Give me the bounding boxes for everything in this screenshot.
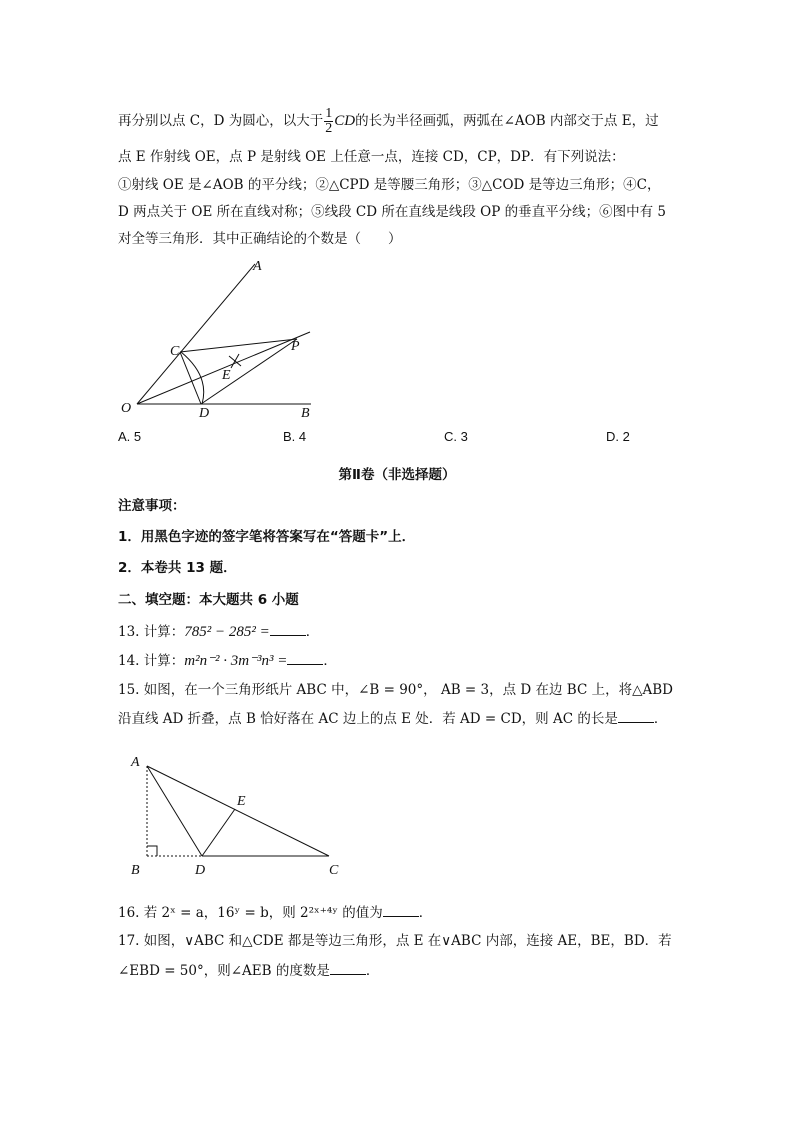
q17-line2: [118, 960, 379, 981]
q12-line5: 对全等三角形．其中正确结论的个数是（ ）: [118, 231, 402, 247]
ray-oa: [137, 264, 255, 404]
label-d: D: [199, 406, 210, 421]
question-14: [118, 650, 337, 671]
q13-expression: 785² − 285² =: [184, 624, 270, 640]
part2-heading: 二、填空题：本大题共 6 小题: [118, 592, 299, 608]
q17-answer-blank[interactable]: [330, 960, 366, 975]
q15-answer-blank[interactable]: [618, 708, 654, 723]
label-a: A: [131, 755, 140, 770]
label-p: P: [291, 339, 300, 354]
segment-cd: CD: [334, 113, 356, 129]
fraction-half: $\frac{1}{2}$: [325, 106, 333, 136]
segment-cp: [180, 339, 297, 352]
q17-period: ．: [365, 963, 380, 979]
label-o: O: [121, 401, 132, 416]
q12-line1-post: 的长为半径画弧，两弧在∠AOB 内部交于点 E，过: [355, 113, 659, 129]
q15-line2-text: 沿直线 AD 折叠，点 B 恰好落在 AC 边上的点 E 处．若 AD = CD，则 AC 的长是: [118, 711, 618, 727]
q14-label: 14. 计算：: [118, 653, 185, 669]
label-c: C: [329, 863, 339, 878]
label-e: E: [237, 794, 246, 809]
label-b: B: [131, 863, 140, 878]
segment-de: [202, 809, 235, 856]
q14-period: ．: [323, 653, 337, 669]
question-13: [118, 621, 319, 642]
notice-heading: 注意事项：: [118, 498, 186, 514]
right-angle-mark: [147, 846, 157, 856]
q15-line2: [118, 708, 667, 729]
q12-line4: D 两点关于 OE 所在直线对称；⑤线段 CD 所在直线是线段 OP 的垂直平分线；⑥图中有 5: [118, 204, 666, 220]
q12-angle-bisector-figure: [115, 258, 325, 423]
label-c: C: [170, 344, 180, 359]
q12-line3: ①射线 OE 是∠AOB 的平分线；②△CPD 是等腰三角形；③△COD 是等边三角形；④C，: [118, 177, 661, 193]
q14-answer-blank[interactable]: [287, 650, 323, 665]
q13-answer-blank[interactable]: [270, 621, 306, 636]
q15-fold-triangle-figure: [125, 752, 355, 880]
option-d[interactable]: D. 2: [606, 429, 630, 444]
q12-line1: [118, 107, 659, 136]
label-d: D: [195, 863, 206, 878]
option-b[interactable]: B. 4: [283, 429, 307, 444]
q12-line1-pre: 再分别以点 C，D 为圆心，以大于: [118, 113, 324, 129]
q15-period: ．: [653, 711, 668, 727]
notice-item-2: 2．本卷共 13 题．: [118, 560, 237, 576]
label-e: E: [222, 368, 231, 383]
q13-label: 13. 计算：: [118, 624, 185, 640]
q12-line2: 点 E 作射线 OE，点 P 是射线 OE 上任意一点，连接 CD，CP，DP．有下列说法：: [118, 149, 625, 165]
q17-line1: 17. 如图，∨ABC 和△CDE 都是等边三角形，点 E 在∨ABC 内部，连接 AE，BE，BD．若: [118, 933, 672, 949]
q16-text: 16. 若 2ˣ = a，16ʸ = b，则 2²ˣ⁺⁴ʸ 的值为: [118, 905, 383, 921]
q16-answer-blank[interactable]: [383, 902, 419, 917]
section-title: 第Ⅱ卷（非选择题）: [338, 467, 456, 483]
notice-item-1: 1．用黑色字迹的签字笔将答案写在“答题卡”上．: [118, 529, 416, 545]
q16-period: ．: [418, 905, 433, 921]
q13-period: ．: [305, 624, 320, 640]
segment-cd: [180, 352, 201, 404]
label-a: A: [253, 259, 262, 274]
q14-expression: m²n⁻² · 3m⁻³n³ =: [184, 653, 288, 669]
option-c[interactable]: C. 3: [444, 429, 468, 444]
label-b: B: [301, 406, 310, 421]
arc-mark-2: [231, 354, 239, 368]
q15-line1: 15. 如图，在一个三角形纸片 ABC 中，∠B = 90°， AB = 3，点 D 在边 BC 上，将△ABD: [118, 682, 673, 698]
q17-line2-text: ∠EBD = 50°，则∠AEB 的度数是: [118, 963, 330, 979]
question-16: [118, 902, 432, 923]
option-a[interactable]: A. 5: [118, 429, 142, 444]
